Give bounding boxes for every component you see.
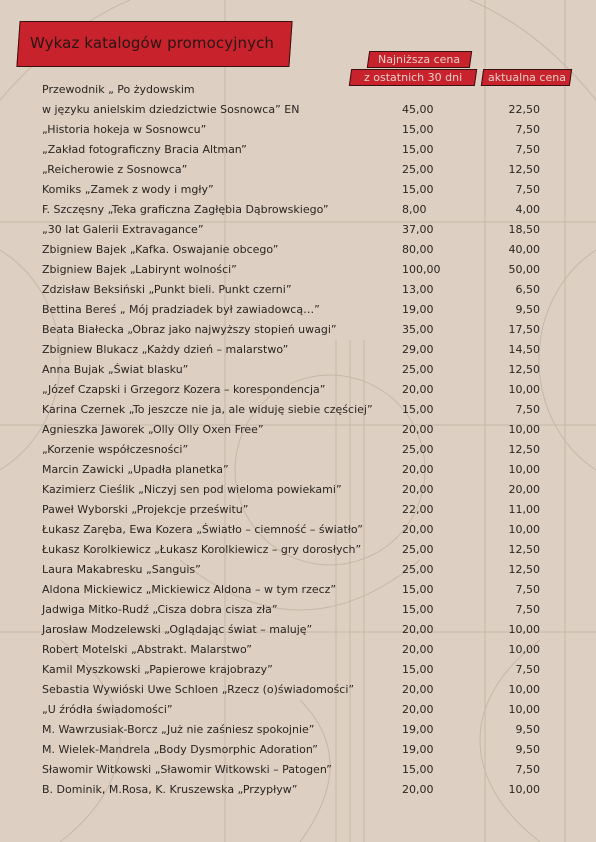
lowest-price-header-line2: z ostatnich 30 dni (349, 69, 477, 86)
catalog-title: Zbigniew Blukacz „Każdy dzień – malarstwo” (42, 343, 289, 356)
current-price-value: 10,00 (508, 703, 540, 716)
catalog-title: Łukasz Korolkiewicz „Łukasz Korolkiewicz – gry dorosłych” (42, 543, 362, 556)
catalog-row (0, 520, 596, 540)
current-price-value: 50,00 (508, 263, 540, 276)
catalog-row (0, 340, 596, 360)
catalog-row (0, 180, 596, 200)
catalog-title: F. Szczęsny „Teka graficzna Zagłębia Dąbrowskiego” (42, 203, 329, 216)
catalog-title: Sebastia Wywióski Uwe Schloen „Rzecz (o)świadomości” (42, 683, 355, 696)
lowest-price-value: 19,00 (402, 723, 434, 736)
catalog-row (0, 280, 596, 300)
lowest-price-value: 20,00 (402, 683, 434, 696)
catalog-title: Anna Bujak „Świat blasku” (42, 363, 189, 376)
catalog-row (0, 720, 596, 740)
catalog-row (0, 300, 596, 320)
current-price-header: aktualna cena (481, 69, 572, 86)
catalog-row (0, 80, 596, 100)
catalog-row (0, 700, 596, 720)
lowest-price-value: 15,00 (402, 603, 434, 616)
catalog-title: Łukasz Zaręba, Ewa Kozera „Światło – ciemność – światło” (42, 523, 363, 536)
catalog-title: „Korzenie współczesności” (42, 443, 189, 456)
current-price-value: 14,50 (508, 343, 540, 356)
lowest-price-value: 37,00 (402, 223, 434, 236)
current-price-value: 40,00 (508, 243, 540, 256)
catalog-row (0, 580, 596, 600)
catalog-title: Zdzisław Beksiński „Punkt bieli. Punkt czerni” (42, 283, 292, 296)
lowest-price-value: 29,00 (402, 343, 434, 356)
catalog-title: Jarosław Modzelewski „Oglądając świat – maluję” (42, 623, 313, 636)
catalog-row (0, 480, 596, 500)
catalog-title: Komiks „Zamek z wody i mgły” (42, 183, 214, 196)
current-price-value: 7,50 (515, 603, 540, 616)
lowest-price-value: 25,00 (402, 563, 434, 576)
catalog-title: Sławomir Witkowski „Sławomir Witkowski – Patogen” (42, 763, 332, 776)
catalog-title: „30 lat Galerii Extravagance” (42, 223, 204, 236)
lowest-price-value: 15,00 (402, 763, 434, 776)
catalog-title: M. Wawrzusiak-Borcz „Już nie zaśniesz spokojnie” (42, 723, 315, 736)
current-price-value: 6,50 (515, 283, 540, 296)
catalog-title: Marcin Zawicki „Upadła planetka” (42, 463, 229, 476)
current-price-value: 10,00 (508, 783, 540, 796)
current-price-value: 7,50 (515, 583, 540, 596)
lowest-price-value: 20,00 (402, 623, 434, 636)
catalog-row (0, 440, 596, 460)
current-price-value: 20,00 (508, 483, 540, 496)
catalog-row (0, 540, 596, 560)
current-price-value: 10,00 (508, 523, 540, 536)
catalog-row (0, 460, 596, 480)
catalog-title: M. Wielek-Mandrela „Body Dysmorphic Adoration” (42, 743, 318, 756)
catalog-row (0, 140, 596, 160)
current-price-value: 12,50 (508, 363, 540, 376)
current-price-value: 7,50 (515, 123, 540, 136)
catalog-title: Zbigniew Bajek „Kafka. Oswajanie obcego” (42, 243, 279, 256)
lowest-price-value: 25,00 (402, 543, 434, 556)
catalog-list (0, 80, 596, 800)
catalog-row (0, 160, 596, 180)
catalog-title: „Reicherowie z Sosnowca” (42, 163, 188, 176)
catalog-title: „Historia hokeja w Sosnowcu” (42, 123, 207, 136)
current-price-value: 10,00 (508, 463, 540, 476)
lowest-price-value: 19,00 (402, 743, 434, 756)
lowest-price-value: 20,00 (402, 783, 434, 796)
current-price-value: 7,50 (515, 143, 540, 156)
catalog-title: Bettina Bereś „ Mój pradziadek był zawiadowcą…” (42, 303, 320, 316)
current-price-value: 10,00 (508, 643, 540, 656)
current-price-value: 12,50 (508, 443, 540, 456)
lowest-price-value: 8,00 (402, 203, 427, 216)
lowest-price-value: 20,00 (402, 643, 434, 656)
catalog-title: Laura Makabresku „Sanguis” (42, 563, 201, 576)
current-price-value: 12,50 (508, 563, 540, 576)
catalog-row (0, 500, 596, 520)
current-price-value: 4,00 (515, 203, 540, 216)
catalog-row (0, 740, 596, 760)
catalog-title: Karina Czernek „To jeszcze nie ja, ale widuję siebie częściej” (42, 403, 373, 416)
catalog-title: Aldona Mickiewicz „Mickiewicz Aldona – w tym rzecz” (42, 583, 337, 596)
current-price-value: 12,50 (508, 163, 540, 176)
lowest-price-value: 20,00 (402, 463, 434, 476)
current-price-value: 10,00 (508, 623, 540, 636)
catalog-row (0, 640, 596, 660)
current-price-value: 7,50 (515, 763, 540, 776)
lowest-price-value: 25,00 (402, 363, 434, 376)
catalog-row (0, 400, 596, 420)
catalog-title: Kamil Myszkowski „Papierowe krajobrazy” (42, 663, 273, 676)
lowest-price-value: 15,00 (402, 143, 434, 156)
page-title: Wykaz katalogów promocyjnych (30, 34, 275, 52)
catalog-title: Kazimierz Cieślik „Niczyj sen pod wieloma powiekami” (42, 483, 342, 496)
current-price-value: 18,50 (508, 223, 540, 236)
catalog-row (0, 380, 596, 400)
catalog-title: Beata Białecka „Obraz jako najwyższy stopień uwagi” (42, 323, 337, 336)
catalog-title: „U źródła świadomości” (42, 703, 173, 716)
catalog-row (0, 120, 596, 140)
catalog-row (0, 760, 596, 780)
catalog-title: B. Dominik, M.Rosa, K. Kruszewska „Przypływ” (42, 783, 298, 796)
lowest-price-value: 15,00 (402, 183, 434, 196)
catalog-title: w języku anielskim dziedzictwie Sosnowca” EN (42, 103, 300, 116)
lowest-price-value: 35,00 (402, 323, 434, 336)
current-price-value: 12,50 (508, 543, 540, 556)
current-price-value: 10,00 (508, 683, 540, 696)
catalog-title: „Zakład fotograficzny Bracia Altman” (42, 143, 247, 156)
catalog-row (0, 620, 596, 640)
lowest-price-value: 22,00 (402, 503, 434, 516)
current-price-value: 7,50 (515, 403, 540, 416)
current-price-value: 22,50 (508, 103, 540, 116)
lowest-price-value: 15,00 (402, 123, 434, 136)
lowest-price-value: 15,00 (402, 583, 434, 596)
catalog-title: Agnieszka Jaworek „Olly Olly Oxen Free” (42, 423, 264, 436)
catalog-title: Robert Motelski „Abstrakt. Malarstwo” (42, 643, 252, 656)
lowest-price-value: 100,00 (402, 263, 441, 276)
catalog-title: Zbigniew Bajek „Labirynt wolności” (42, 263, 237, 276)
current-price-value: 10,00 (508, 423, 540, 436)
lowest-price-value: 15,00 (402, 403, 434, 416)
catalog-row (0, 560, 596, 580)
catalog-row (0, 260, 596, 280)
current-price-value: 7,50 (515, 183, 540, 196)
lowest-price-value: 13,00 (402, 283, 434, 296)
catalog-row (0, 360, 596, 380)
catalog-row (0, 600, 596, 620)
lowest-price-value: 15,00 (402, 663, 434, 676)
lowest-price-value: 20,00 (402, 703, 434, 716)
current-price-value: 11,00 (508, 503, 540, 516)
catalog-title: Paweł Wyborski „Projekcje prześwitu” (42, 503, 249, 516)
catalog-title: Przewodnik „ Po żydowskim (42, 83, 195, 96)
catalog-row (0, 240, 596, 260)
catalog-row (0, 200, 596, 220)
catalog-row (0, 780, 596, 800)
current-price-value: 9,50 (515, 303, 540, 316)
lowest-price-value: 80,00 (402, 243, 434, 256)
current-price-value: 10,00 (508, 383, 540, 396)
catalog-row (0, 660, 596, 680)
lowest-price-value: 20,00 (402, 383, 434, 396)
lowest-price-header-line1: Najniższa cena (367, 51, 472, 68)
lowest-price-value: 25,00 (402, 443, 434, 456)
current-price-value: 17,50 (508, 323, 540, 336)
lowest-price-value: 20,00 (402, 423, 434, 436)
catalog-title: Jadwiga Mitko-Rudź „Cisza dobra cisza zła” (42, 603, 278, 616)
current-price-value: 7,50 (515, 663, 540, 676)
catalog-row (0, 680, 596, 700)
lowest-price-value: 20,00 (402, 483, 434, 496)
current-price-value: 9,50 (515, 723, 540, 736)
lowest-price-value: 20,00 (402, 523, 434, 536)
catalog-row (0, 220, 596, 240)
catalog-row (0, 320, 596, 340)
catalog-row (0, 100, 596, 120)
lowest-price-value: 45,00 (402, 103, 434, 116)
lowest-price-value: 19,00 (402, 303, 434, 316)
catalog-row (0, 420, 596, 440)
current-price-value: 9,50 (515, 743, 540, 756)
lowest-price-value: 25,00 (402, 163, 434, 176)
catalog-title: „Józef Czapski i Grzegorz Kozera – korespondencja” (42, 383, 326, 396)
